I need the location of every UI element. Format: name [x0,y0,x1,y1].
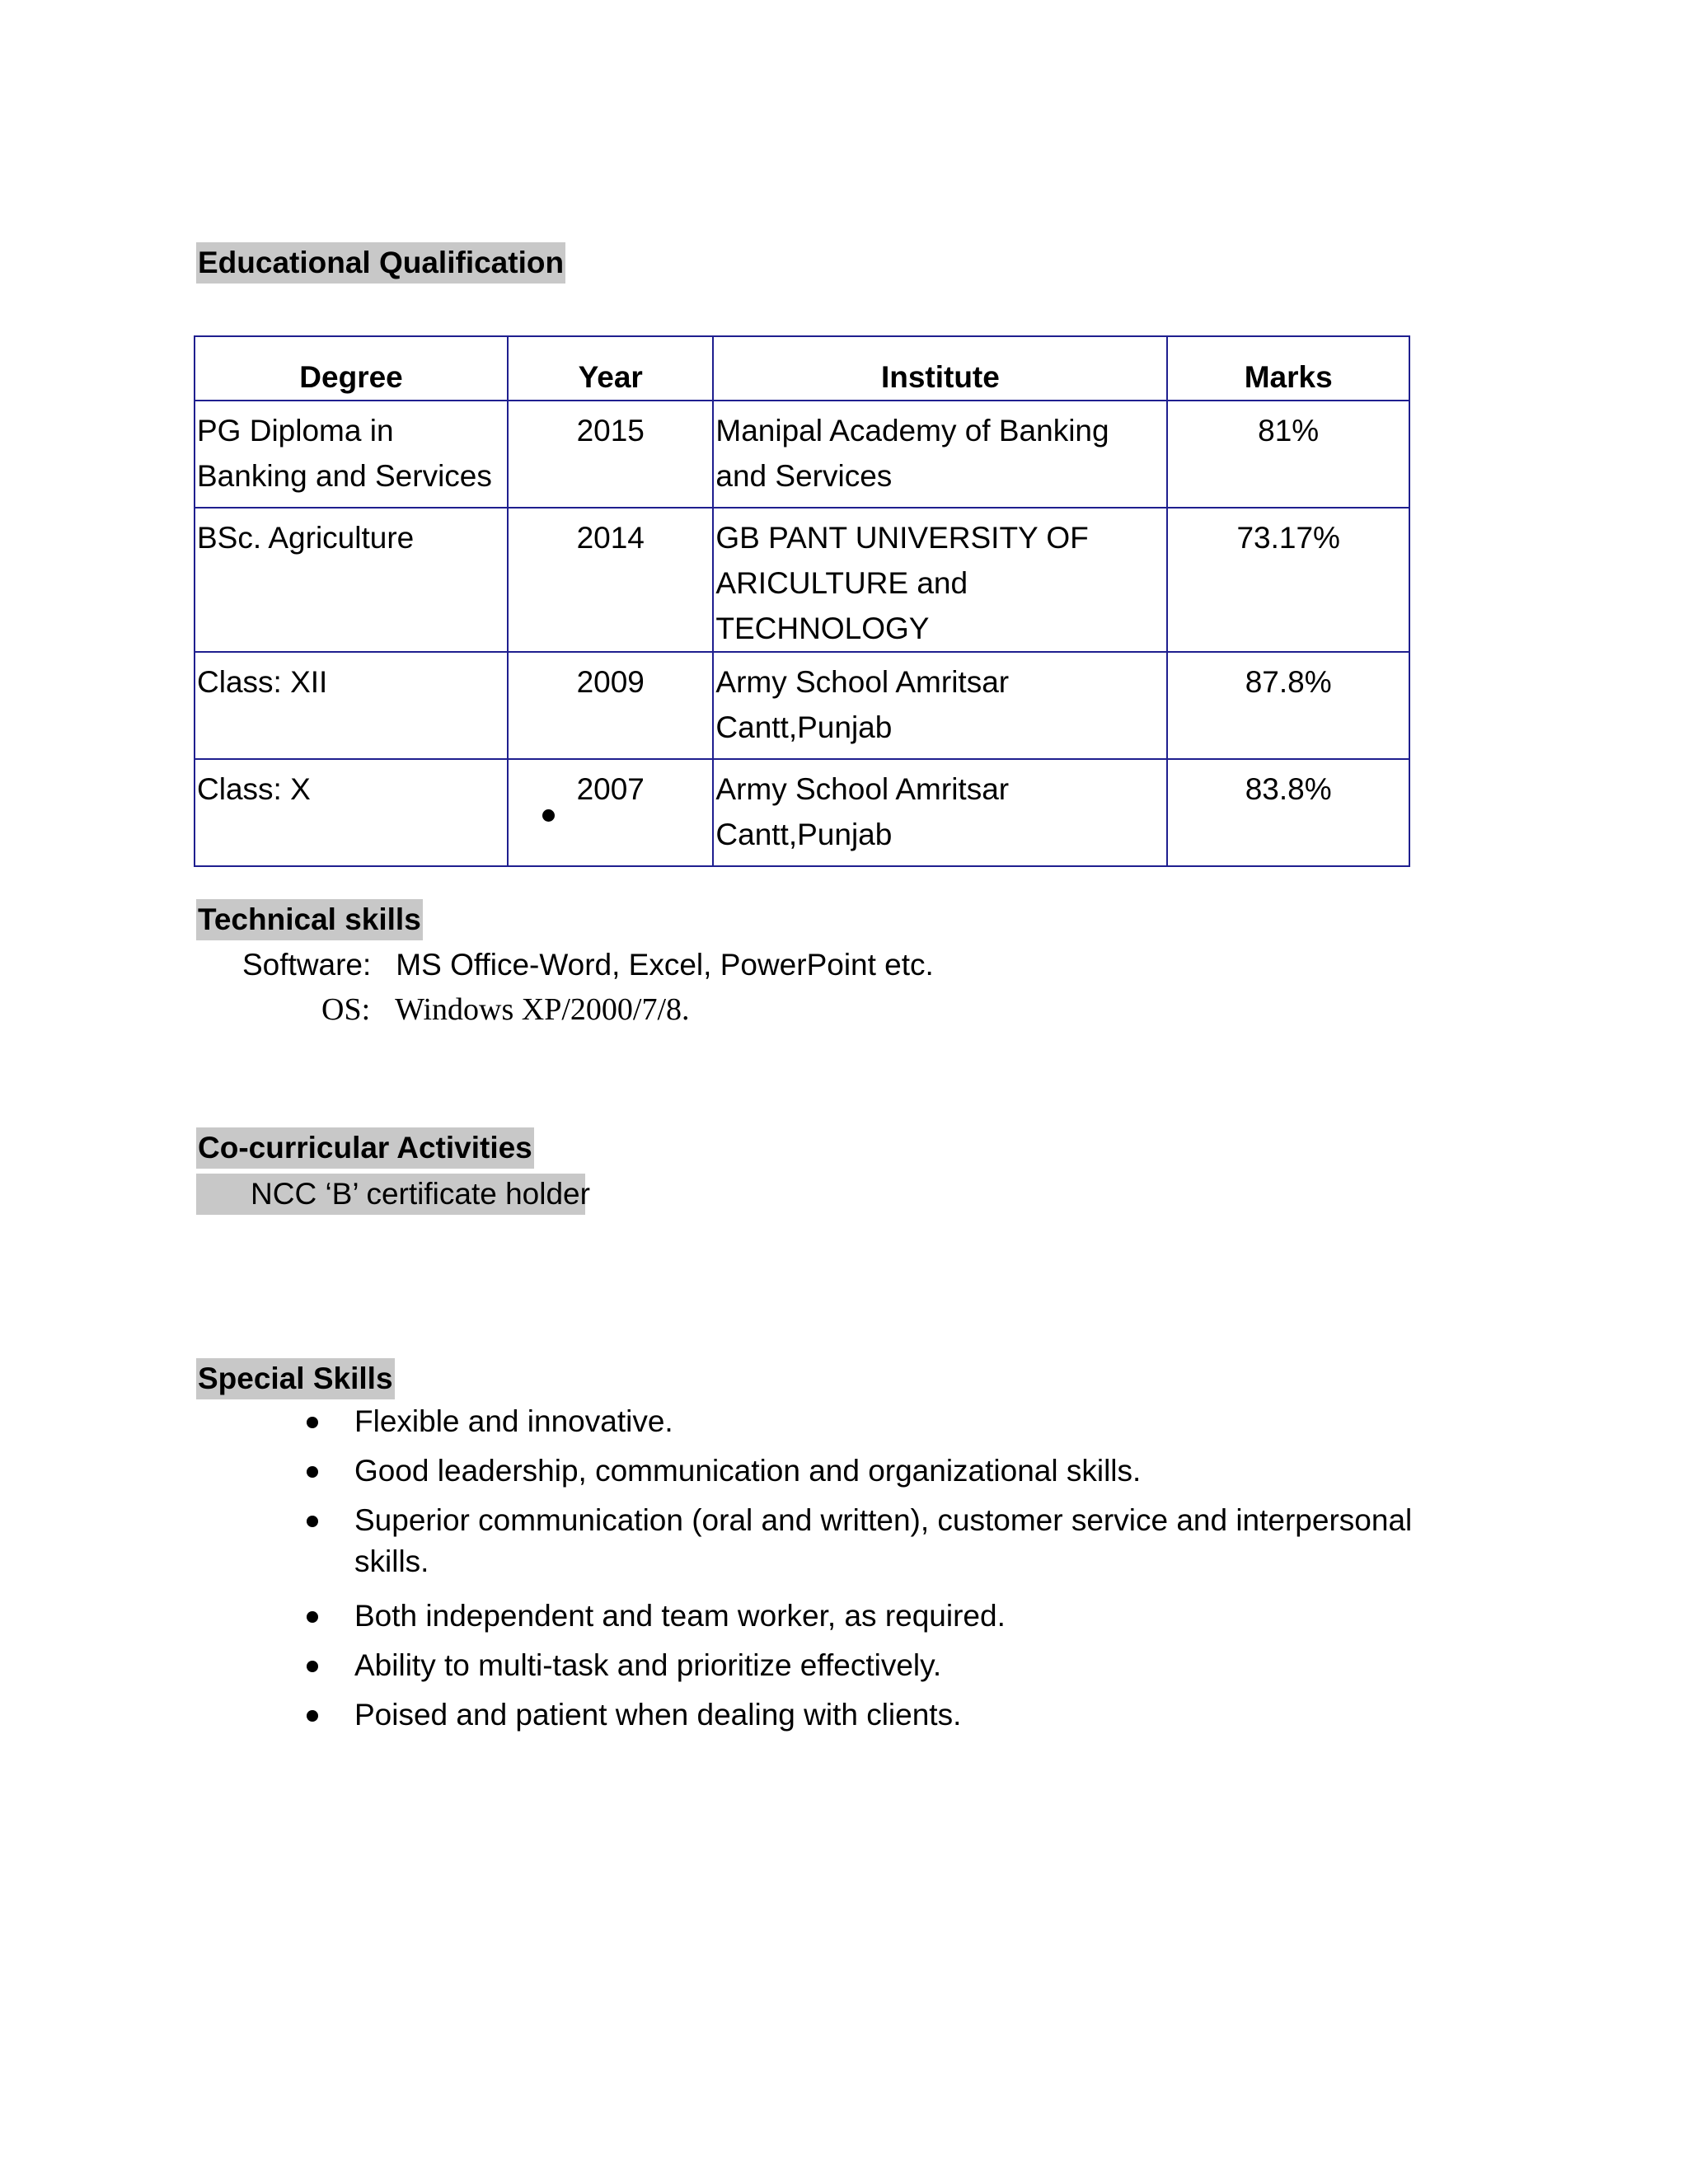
cell-degree: BSc. Agriculture [195,508,508,652]
cell-marks: 87.8% [1167,652,1409,759]
list-item: Poised and patient when dealing with clients. [305,1694,1442,1736]
bullet-icon [542,809,555,822]
cell-institute: GB PANT UNIVERSITY OF ARICULTURE and TECHNOLOGY [713,508,1167,652]
special-skills-heading: Special Skills [196,1358,395,1399]
cell-institute: Manipal Academy of Banking and Services [713,401,1167,508]
cell-degree: PG Diploma in Banking and Services [195,401,508,508]
cocurricular-item [196,1174,590,1215]
cell-marks: 83.8% [1167,759,1409,866]
os-line [321,989,690,1030]
list-item: Both independent and team worker, as required. [305,1596,1442,1637]
header-institute: Institute [713,336,1167,401]
list-item: Flexible and innovative. [305,1401,1442,1442]
cocurricular-heading: Co-curricular Activities [196,1127,534,1169]
table-row [195,652,1409,759]
list-item: Ability to multi-task and prioritize effectively. [305,1645,1442,1686]
education-table [194,335,1410,867]
header-degree: Degree [195,336,508,401]
cell-institute: Army School Amritsar Cantt,Punjab [713,652,1167,759]
header-year: Year [508,336,713,401]
cell-institute: Army School Amritsar Cantt,Punjab [713,759,1167,866]
cell-degree: Class: X [195,759,508,866]
cell-year: 2009 [508,652,713,759]
software-value: MS Office-Word, Excel, PowerPoint etc. [396,948,934,982]
os-label: OS: [321,992,371,1027]
special-skills-list [305,1401,1442,1744]
os-value: Windows XP/2000/7/8. [395,992,690,1027]
cell-year: 2014 [508,508,713,652]
cell-marks: 81% [1167,401,1409,508]
software-label: Software: [242,948,372,982]
header-marks: Marks [1167,336,1409,401]
list-item: Superior communication (oral and written), customer service and interpersonal skills. [305,1500,1442,1582]
cell-degree: Class: XII [195,652,508,759]
education-heading: Educational Qualification [196,242,565,284]
software-line [242,944,934,986]
cell-year: 2015 [508,401,713,508]
table-header-row [195,336,1409,401]
list-item: Good leadership, communication and organizational skills. [305,1451,1442,1492]
table-row [195,759,1409,866]
ncc-text: NCC ‘B’ certificate holder [251,1177,590,1211]
cell-year: 2007 [508,759,713,866]
table-row [195,401,1409,508]
technical-skills-heading: Technical skills [196,899,423,940]
cell-marks: 73.17% [1167,508,1409,652]
table-row [195,508,1409,652]
